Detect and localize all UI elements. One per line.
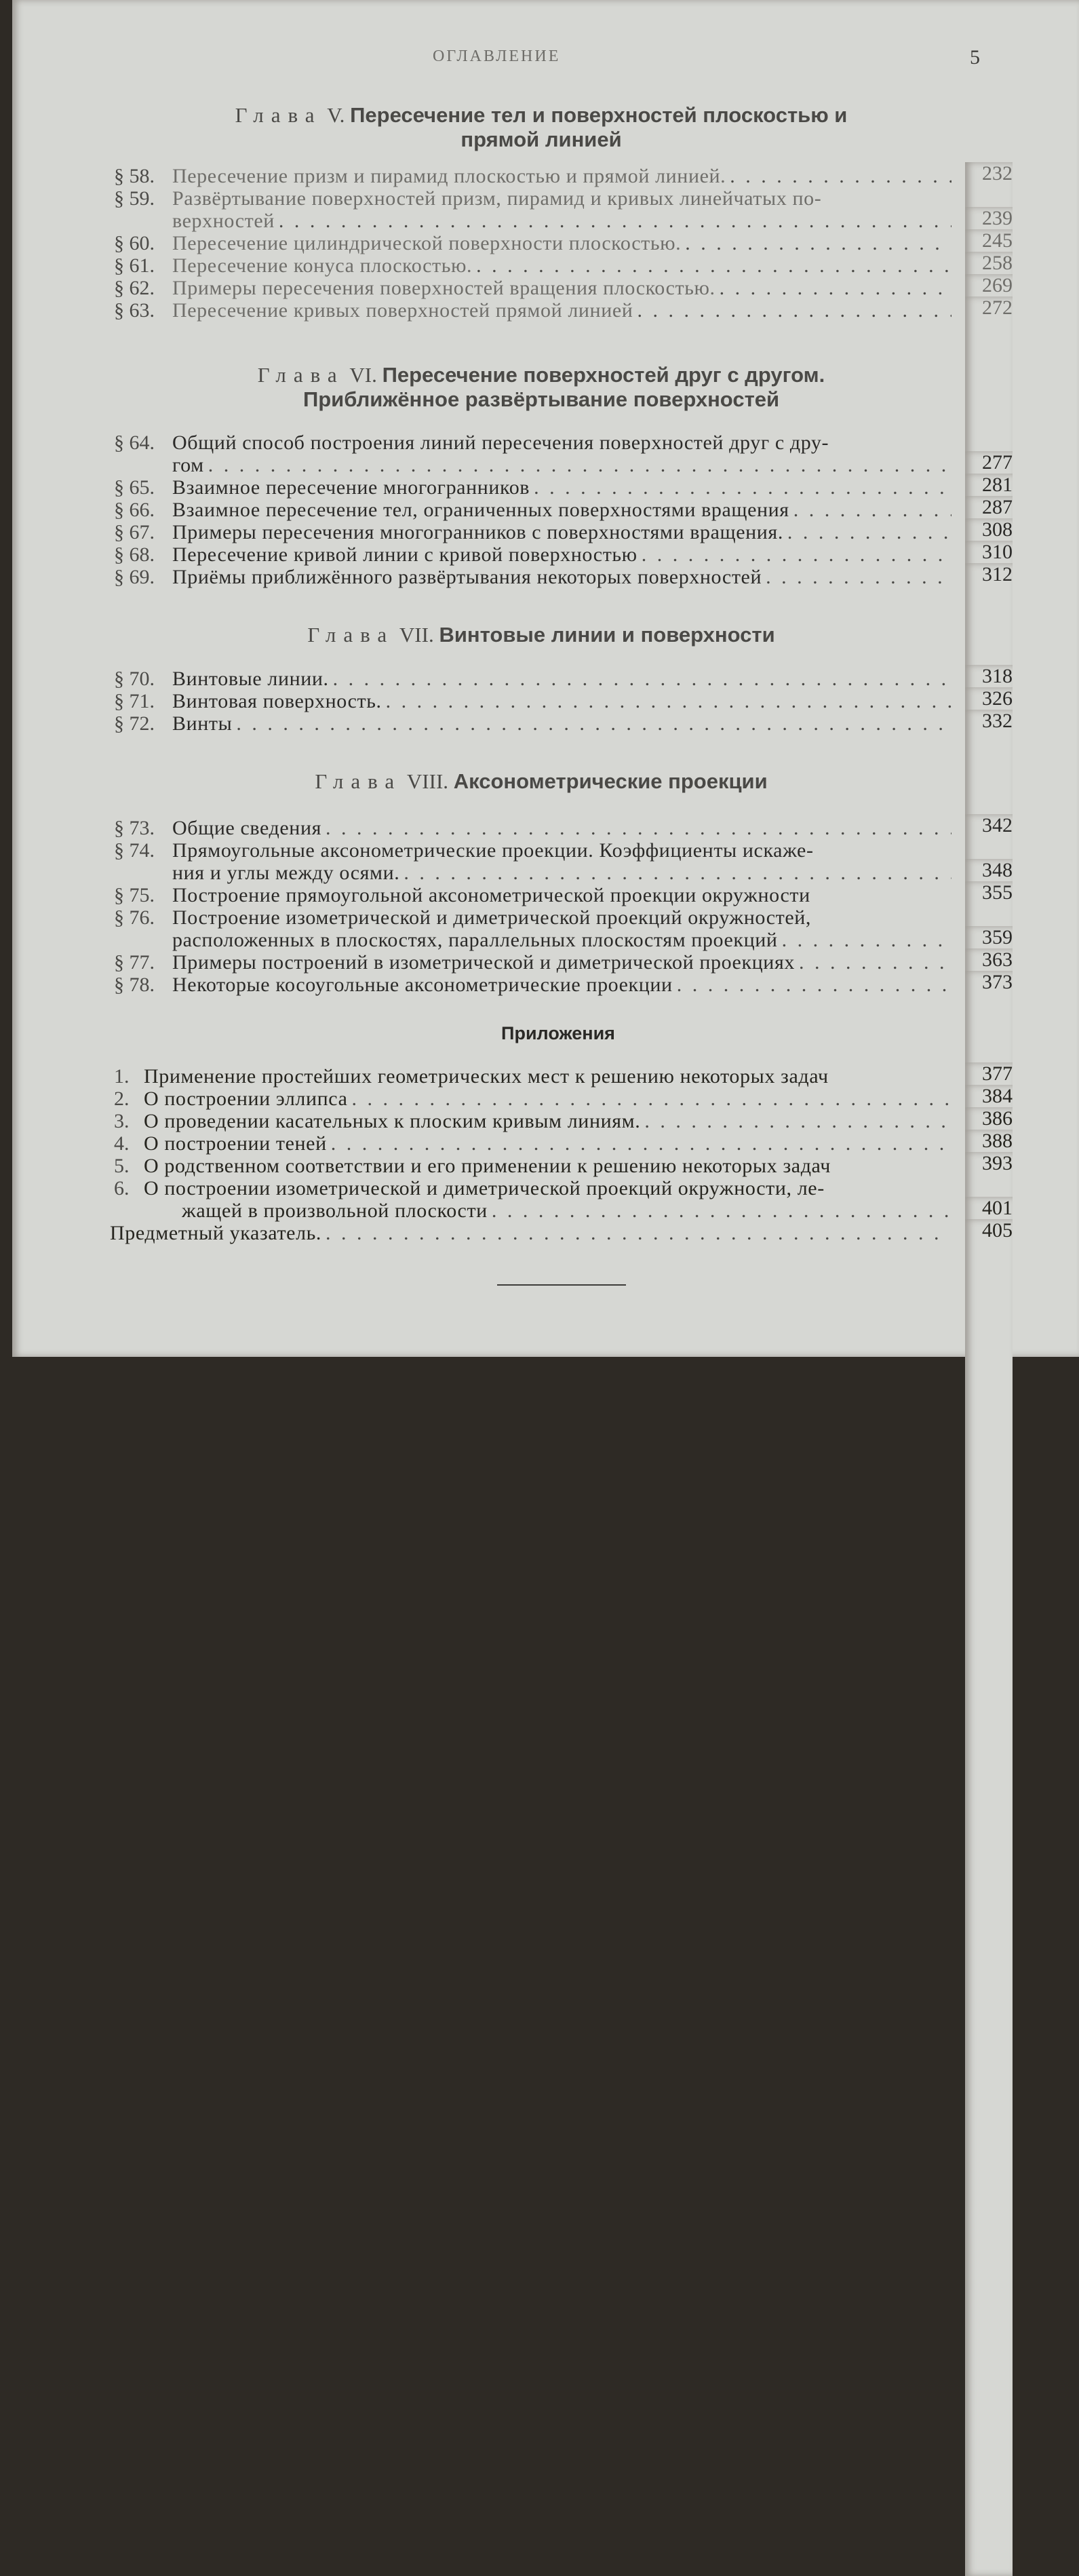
appendix-entry-5[interactable] bbox=[114, 1152, 1016, 1177]
entry-number: § 62. bbox=[114, 277, 155, 299]
chapter-numeral: VI. bbox=[349, 363, 377, 387]
toc-entry-70[interactable] bbox=[114, 665, 1016, 690]
page-header bbox=[12, 47, 1079, 75]
toc-entry-64-continuation[interactable] bbox=[114, 451, 1016, 476]
entry-title: О проведении касательных к плоским кривым линиям. bbox=[144, 1110, 641, 1132]
toc-entry-58[interactable] bbox=[114, 162, 1016, 187]
entry-title: Построение изометрической и диметрической проекций окружностей, bbox=[172, 906, 812, 929]
dot-leader bbox=[637, 543, 952, 566]
toc-entry-74[interactable] bbox=[114, 839, 1016, 862]
running-head: ОГЛАВЛЕНИЕ bbox=[433, 47, 561, 65]
entry-page: 281 bbox=[965, 474, 1013, 1830]
entry-title: О родственном соответствии и его применении к решению некоторых задач bbox=[144, 1155, 831, 1177]
toc-entry-59-continuation[interactable] bbox=[114, 207, 1016, 232]
chapter-numeral: V. bbox=[327, 103, 345, 127]
entry-page: 359 bbox=[965, 926, 1013, 2283]
toc-chapter-vii bbox=[114, 665, 1016, 735]
entry-page: 326 bbox=[965, 687, 1013, 2044]
dot-leader bbox=[399, 862, 952, 884]
entry-number: § 59. bbox=[114, 187, 155, 210]
toc-chapter-viii bbox=[114, 814, 1016, 996]
dot-leader bbox=[640, 1110, 952, 1132]
entry-title: О построении эллипса bbox=[144, 1088, 348, 1110]
chapter-heading-v bbox=[114, 103, 968, 152]
toc-entry-63[interactable] bbox=[114, 296, 1016, 322]
entry-number: 1. bbox=[114, 1065, 130, 1088]
entry-title: Общие сведения bbox=[172, 817, 322, 839]
entry-number: 6. bbox=[114, 1177, 130, 1199]
appendix-entry-2[interactable] bbox=[114, 1085, 1016, 1110]
closing-rule bbox=[497, 1284, 626, 1286]
chapter-title: Пересечение тел и поверхностей плоскостью и bbox=[350, 103, 848, 127]
entry-page: 332 bbox=[965, 710, 1013, 2066]
entry-page: 287 bbox=[965, 496, 1013, 1853]
entry-page: 401 bbox=[965, 1197, 1013, 2554]
dot-leader bbox=[321, 817, 952, 839]
chapter-heading-vi bbox=[114, 363, 968, 412]
chapter-numeral: VIII. bbox=[406, 769, 449, 793]
dot-leader bbox=[472, 254, 952, 277]
entry-title: Применение простейших геометрических мест к решению некоторых задач bbox=[144, 1065, 829, 1088]
entry-page: 258 bbox=[965, 252, 1013, 1609]
entry-number: § 60. bbox=[114, 232, 155, 254]
dot-leader bbox=[726, 165, 952, 187]
chapter-numeral: VII. bbox=[399, 623, 434, 647]
entry-page: 355 bbox=[965, 881, 1013, 2238]
dot-leader bbox=[382, 690, 952, 712]
entry-title-continuation: гом bbox=[172, 454, 204, 476]
entry-page: 405 bbox=[965, 1219, 1013, 2576]
chapter-heading-vii bbox=[114, 623, 968, 647]
entry-title: Пересечение цилиндрической поверхности плоскостью. bbox=[172, 232, 682, 254]
entry-page: 363 bbox=[965, 948, 1013, 2305]
appendix-entry-6-continuation[interactable] bbox=[114, 1199, 1016, 1222]
entry-number: § 65. bbox=[114, 476, 155, 499]
entry-title: Прямоугольные аксонометрические проекции. Коэффициенты искаже- bbox=[172, 839, 814, 862]
entry-title: Взаимное пересечение тел, ограниченных поверхностями вращения bbox=[172, 499, 789, 521]
chapter-word: Глава bbox=[235, 103, 322, 127]
entry-number: § 67. bbox=[114, 521, 155, 543]
toc-entry-76[interactable] bbox=[114, 906, 1016, 929]
entry-title: Примеры пересечения поверхностей вращения плоскостью. bbox=[172, 277, 715, 299]
dot-leader bbox=[327, 1132, 952, 1155]
toc-entry-69[interactable] bbox=[114, 563, 1016, 588]
entry-page: 312 bbox=[965, 563, 1013, 1920]
entry-title: Приёмы приближённого развёртывания некоторых поверхностей bbox=[172, 566, 762, 588]
entry-number: § 63. bbox=[114, 299, 155, 322]
toc-entry-77[interactable] bbox=[114, 948, 1016, 974]
chapter-title-line2: прямой линией bbox=[460, 128, 622, 151]
entry-number: § 75. bbox=[114, 884, 155, 906]
entry-title: Некоторые косоугольные аксонометрические проекции bbox=[172, 974, 673, 996]
entry-title: Построение прямоугольной аксонометрической проекции окружности bbox=[172, 884, 810, 906]
toc-entry-75[interactable] bbox=[114, 881, 1016, 906]
toc-entry-62[interactable] bbox=[114, 274, 1016, 299]
chapter-heading-viii bbox=[114, 769, 968, 794]
entry-number: § 76. bbox=[114, 906, 155, 929]
toc-entry-76-continuation[interactable] bbox=[114, 926, 1016, 951]
toc-entry-71[interactable] bbox=[114, 687, 1016, 712]
entry-page: 318 bbox=[965, 665, 1013, 2022]
dot-leader bbox=[789, 499, 952, 521]
dot-leader bbox=[329, 668, 952, 690]
entry-title-continuation: расположенных в плоскостях, параллельных плоскостям проекций bbox=[172, 929, 778, 951]
appendix-entry-1[interactable] bbox=[114, 1062, 1016, 1088]
entry-title: Развёртывание поверхностей призм, пирамид и кривых линейчатых по- bbox=[172, 187, 822, 210]
appendix-entry-6[interactable] bbox=[114, 1177, 1016, 1199]
dot-leader bbox=[795, 951, 952, 974]
toc-entry-67[interactable] bbox=[114, 518, 1016, 543]
entry-page: 239 bbox=[965, 207, 1013, 1564]
entry-number: 5. bbox=[114, 1155, 130, 1177]
dot-leader bbox=[762, 566, 952, 588]
entry-page: 272 bbox=[965, 296, 1013, 1653]
dot-leader bbox=[673, 974, 952, 996]
chapter-title: Пересечение поверхностей друг с другом. bbox=[382, 363, 825, 387]
toc-chapter-v bbox=[114, 162, 1016, 322]
entry-title-continuation: верхностей bbox=[172, 210, 275, 232]
dot-leader bbox=[783, 521, 952, 543]
toc-entry-68[interactable] bbox=[114, 543, 1016, 566]
entry-title: Пересечение кривых поверхностей прямой линией bbox=[172, 299, 633, 322]
page-number: 5 bbox=[970, 46, 980, 69]
toc-entry-74-continuation[interactable] bbox=[114, 859, 1016, 884]
entry-page: 393 bbox=[965, 1152, 1013, 2509]
entry-number: § 78. bbox=[114, 974, 155, 996]
entry-title: Общий способ построения линий пересечения поверхностей друг с дру- bbox=[172, 431, 829, 454]
entry-number: § 71. bbox=[114, 690, 155, 712]
dot-leader bbox=[348, 1088, 952, 1110]
chapter-title-line2: Приближённое развёртывание поверхностей bbox=[302, 387, 780, 411]
entry-title: Винты bbox=[172, 712, 233, 735]
chapter-title: Винтовые линии и поверхности bbox=[439, 623, 775, 647]
toc-entry-64[interactable] bbox=[114, 431, 1016, 454]
dot-leader bbox=[275, 210, 952, 232]
entry-page: 348 bbox=[965, 859, 1013, 2216]
entry-page: 245 bbox=[965, 229, 1013, 1586]
entry-number: § 70. bbox=[114, 668, 155, 690]
dot-leader bbox=[633, 299, 952, 322]
entry-number: § 66. bbox=[114, 499, 155, 521]
toc-entry-66[interactable] bbox=[114, 496, 1016, 521]
chapter-word: Глава bbox=[315, 769, 402, 793]
dot-leader bbox=[204, 454, 952, 476]
appendix-entry-4[interactable] bbox=[114, 1132, 1016, 1155]
toc-entry-72[interactable] bbox=[114, 712, 1016, 735]
entry-number: 2. bbox=[114, 1088, 130, 1110]
entry-page: 386 bbox=[965, 1107, 1013, 2464]
dot-leader bbox=[232, 712, 952, 735]
chapter-word: Глава bbox=[257, 363, 345, 387]
entry-number: § 74. bbox=[114, 839, 155, 862]
toc-appendix bbox=[110, 1062, 1016, 1244]
entry-number: § 68. bbox=[114, 543, 155, 566]
entry-page: 232 bbox=[965, 162, 1013, 1519]
entry-title: Примеры построений в изометрической и диметрической проекциях bbox=[172, 951, 795, 974]
dot-leader bbox=[681, 232, 952, 254]
dot-leader bbox=[488, 1199, 952, 1222]
entry-title: О построении теней bbox=[144, 1132, 327, 1155]
entry-number: § 58. bbox=[114, 165, 155, 187]
entry-title: Винтовые линии. bbox=[172, 668, 329, 690]
entry-number: 4. bbox=[114, 1132, 130, 1155]
toc-entry-61[interactable] bbox=[114, 254, 1016, 277]
entry-number: § 61. bbox=[114, 254, 155, 277]
entry-title: Винтовая поверхность. bbox=[172, 690, 382, 712]
toc-entry-59[interactable] bbox=[114, 187, 1016, 210]
book-page bbox=[12, 0, 1079, 1357]
dot-leader bbox=[321, 1222, 947, 1244]
entry-page: 377 bbox=[965, 1062, 1013, 2419]
entry-title: Взаимное пересечение многогранников bbox=[172, 476, 530, 499]
toc-entry-60[interactable] bbox=[114, 229, 1016, 254]
entry-title: Пересечение призм и пирамид плоскостью и прямой линией. bbox=[172, 165, 726, 187]
chapter-word: Глава bbox=[307, 623, 395, 647]
appendix-entry-3[interactable] bbox=[114, 1107, 1016, 1132]
chapter-title: Аксонометрические проекции bbox=[453, 769, 768, 793]
dot-leader bbox=[530, 476, 952, 499]
entry-page: 308 bbox=[965, 518, 1013, 1875]
entry-number: 3. bbox=[114, 1110, 130, 1132]
entry-page: 269 bbox=[965, 274, 1013, 1631]
entry-title-continuation: жащей в произвольной плоскости bbox=[182, 1199, 488, 1222]
entry-title: Предметный указатель. bbox=[110, 1222, 322, 1244]
entry-number: § 72. bbox=[114, 712, 155, 735]
entry-page: 342 bbox=[965, 814, 1013, 2171]
entry-title: Пересечение конуса плоскостью. bbox=[172, 254, 473, 277]
entry-page: 277 bbox=[965, 451, 1013, 1808]
entry-title: Примеры пересечения многогранников с поверхностями вращения. bbox=[172, 521, 783, 543]
entry-title: Пересечение кривой линии с кривой поверхностью bbox=[172, 543, 637, 566]
entry-page: 373 bbox=[965, 971, 1013, 2328]
toc-entry-78[interactable] bbox=[114, 971, 1016, 996]
toc-chapter-vi bbox=[114, 431, 1016, 588]
entry-number: § 77. bbox=[114, 951, 155, 974]
entry-title: О построении изометрической и диметрической проекций окружности, ле- bbox=[144, 1177, 825, 1199]
entry-number: § 64. bbox=[114, 431, 155, 454]
entry-page: 388 bbox=[965, 1130, 1013, 2486]
subject-index-entry[interactable] bbox=[110, 1219, 1016, 1244]
entry-title-continuation: ния и углы между осями. bbox=[172, 862, 400, 884]
dot-leader bbox=[778, 929, 952, 951]
appendix-heading: Приложения bbox=[501, 1023, 615, 1043]
entry-page: 310 bbox=[965, 541, 1013, 1898]
toc-entry-73[interactable] bbox=[114, 814, 1016, 839]
entry-page: 384 bbox=[965, 1085, 1013, 2442]
entry-number: § 73. bbox=[114, 817, 155, 839]
toc-entry-65[interactable] bbox=[114, 476, 1016, 499]
dot-leader bbox=[715, 277, 952, 299]
entry-number: § 69. bbox=[114, 566, 155, 588]
